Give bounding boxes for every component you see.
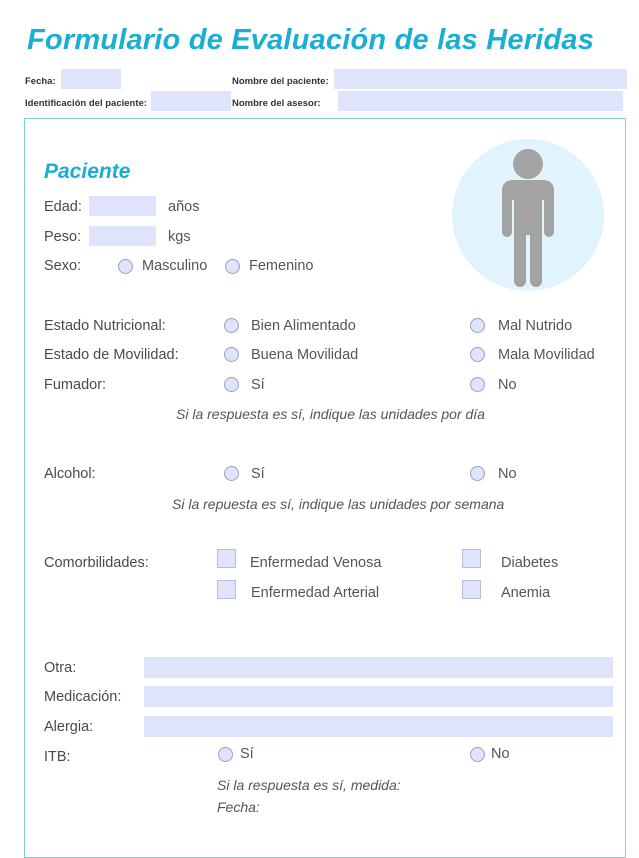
- itb-no-label: No: [491, 746, 510, 762]
- alcohol-no-radio[interactable]: [470, 466, 485, 481]
- nutrition-label: Estado Nutricional:: [44, 318, 166, 334]
- mobility-good-radio[interactable]: [224, 347, 239, 362]
- alcohol-yes-label: Sí: [251, 466, 265, 482]
- weight-unit: kgs: [168, 229, 191, 245]
- comorbidity-anemia-checkbox[interactable]: [462, 580, 481, 599]
- advisor-name-label: Nombre del asesor:: [232, 98, 321, 109]
- age-label: Edad:: [44, 199, 82, 215]
- weight-label: Peso:: [44, 229, 82, 245]
- form-title: Formulario de Evaluación de las Heridas: [27, 24, 595, 56]
- smoker-note: Si la respuesta es sí, indique las unidades por día: [176, 406, 485, 422]
- nutrition-poor-label: Mal Nutrido: [498, 318, 573, 334]
- date-label: Fecha:: [25, 76, 56, 87]
- smoker-yes-label: Sí: [251, 377, 265, 393]
- medication-label: Medicación:: [44, 689, 122, 705]
- age-field[interactable]: [89, 196, 156, 216]
- allergy-label: Alergia:: [44, 719, 94, 735]
- mobility-poor-label: Mala Movilidad: [498, 347, 595, 363]
- alcohol-no-label: No: [498, 466, 517, 482]
- nutrition-poor-radio[interactable]: [470, 318, 485, 333]
- allergy-field[interactable]: [144, 716, 613, 737]
- sex-female-label: Femenino: [249, 258, 314, 274]
- medication-field[interactable]: [144, 686, 613, 707]
- weight-field[interactable]: [89, 226, 156, 246]
- itb-yes-label: Sí: [240, 746, 254, 762]
- alcohol-label: Alcohol:: [44, 466, 96, 482]
- patient-name-label: Nombre del paciente:: [232, 76, 329, 87]
- smoker-no-label: No: [498, 377, 517, 393]
- person-icon: [452, 139, 604, 291]
- other-label: Otra:: [44, 660, 77, 676]
- alcohol-note: Si la repuesta es sí, indique las unidades por semana: [172, 496, 505, 512]
- mobility-poor-radio[interactable]: [470, 347, 485, 362]
- date-field[interactable]: [61, 69, 121, 89]
- mobility-label: Estado de Movilidad:: [44, 347, 179, 363]
- comorbidity-arterial-checkbox[interactable]: [217, 580, 236, 599]
- itb-date-note: Fecha:: [217, 799, 260, 815]
- sex-label: Sexo:: [44, 258, 82, 274]
- advisor-name-field[interactable]: [338, 91, 623, 111]
- itb-label: ITB:: [44, 749, 71, 765]
- other-field[interactable]: [144, 657, 613, 678]
- itb-measure-note: Si la respuesta es sí, medida:: [217, 777, 401, 793]
- comorbidity-anemia-label: Anemia: [501, 585, 551, 601]
- nutrition-good-label: Bien Alimentado: [251, 318, 356, 334]
- sex-male-label: Masculino: [142, 258, 208, 274]
- comorbidities-label: Comorbilidades:: [44, 555, 149, 571]
- comorbidity-venous-label: Enfermedad Venosa: [250, 555, 382, 571]
- sex-male-radio[interactable]: [118, 259, 133, 274]
- smoker-no-radio[interactable]: [470, 377, 485, 392]
- alcohol-yes-radio[interactable]: [224, 466, 239, 481]
- comorbidity-arterial-label: Enfermedad Arterial: [251, 585, 380, 601]
- sex-female-radio[interactable]: [225, 259, 240, 274]
- itb-no-radio[interactable]: [470, 747, 485, 762]
- comorbidity-diabetes-checkbox[interactable]: [462, 549, 481, 568]
- itb-yes-radio[interactable]: [218, 747, 233, 762]
- patient-id-label: Identificación del paciente:: [25, 98, 147, 109]
- section-title: Paciente: [44, 160, 131, 183]
- patient-avatar: [452, 139, 604, 291]
- smoker-label: Fumador:: [44, 377, 107, 393]
- comorbidity-diabetes-label: Diabetes: [501, 555, 559, 571]
- patient-id-field[interactable]: [151, 91, 231, 111]
- mobility-good-label: Buena Movilidad: [251, 347, 359, 363]
- age-unit: años: [168, 199, 200, 215]
- comorbidity-venous-checkbox[interactable]: [217, 549, 236, 568]
- smoker-yes-radio[interactable]: [224, 377, 239, 392]
- patient-name-field[interactable]: [334, 69, 627, 89]
- nutrition-good-radio[interactable]: [224, 318, 239, 333]
